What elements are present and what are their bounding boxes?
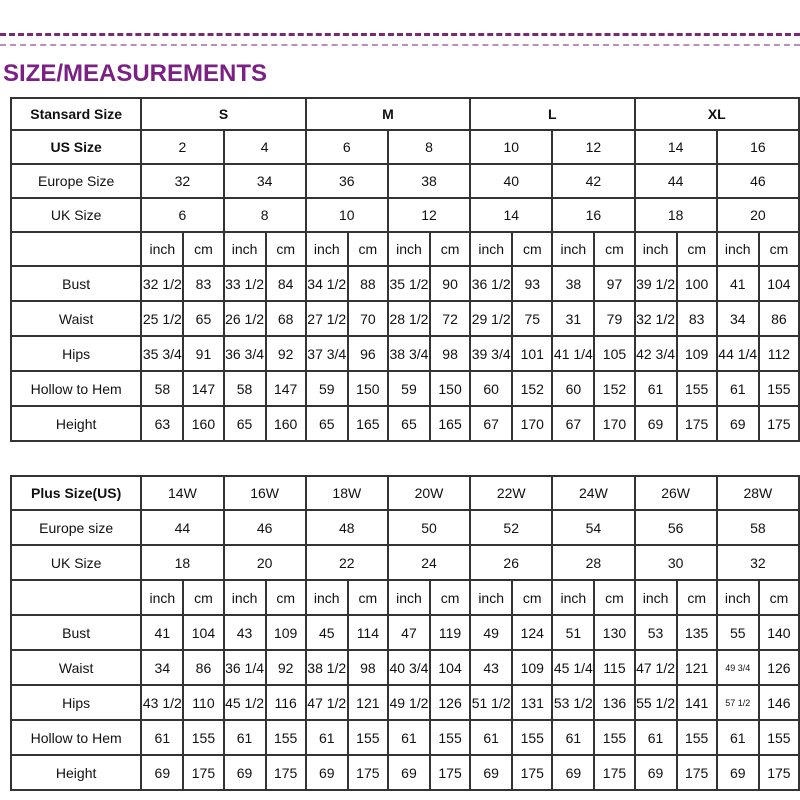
measurement-value: 39 1/2: [635, 266, 677, 301]
measurement-value: 68: [266, 301, 306, 336]
plus-size-header: 16W: [224, 476, 306, 510]
measurement-value: 155: [594, 720, 634, 755]
measurement-value: 59: [388, 371, 430, 406]
measurement-value: 104: [183, 615, 223, 650]
measurement-value: 147: [183, 371, 223, 406]
size-value: 52: [470, 510, 552, 545]
measurement-value: 115: [594, 650, 634, 685]
size-value: 20: [717, 198, 799, 232]
size-value: 22: [306, 545, 388, 580]
measurement-value: 69: [470, 755, 512, 790]
unit-cm: cm: [266, 580, 306, 615]
measurement-value: 61: [717, 720, 759, 755]
measurement-value: 155: [677, 720, 717, 755]
plus-size-header: 20W: [388, 476, 470, 510]
size-value: 24: [388, 545, 470, 580]
table-row: [11, 580, 799, 615]
standard-size-table: [10, 97, 800, 442]
measurement-value: 45: [306, 615, 348, 650]
measurement-value: 92: [266, 650, 306, 685]
measurement-value: 84: [266, 266, 306, 301]
measurement-value: 83: [183, 266, 223, 301]
measurement-value: 59: [306, 371, 348, 406]
measurement-value: 49 1/2: [388, 685, 430, 720]
measurement-label: Hips: [11, 685, 141, 720]
dashed-divider-bottom: [0, 44, 800, 46]
size-value: 16: [717, 130, 799, 164]
size-value: 42: [552, 164, 634, 198]
unit-cm: cm: [594, 580, 634, 615]
measurement-value: 45 1/4: [552, 650, 594, 685]
measurement-value: 67: [470, 406, 512, 441]
measurement-value: 67: [552, 406, 594, 441]
unit-cm: cm: [594, 232, 634, 266]
plus-size-table: [10, 475, 800, 791]
size-group-header: M: [306, 98, 470, 130]
unit-cm: cm: [759, 232, 799, 266]
measurement-value: 38: [552, 266, 594, 301]
measurement-value: 43: [470, 650, 512, 685]
measurement-value: 38 1/2: [306, 650, 348, 685]
measurement-value: 69: [635, 755, 677, 790]
measurement-value: 49 3/4: [717, 650, 759, 685]
plus-size-header: 14W: [141, 476, 223, 510]
measurement-value: 58: [141, 371, 183, 406]
uk-size-label: UK Size: [11, 198, 141, 232]
measurement-label: Height: [11, 755, 141, 790]
measurement-value: 69: [141, 755, 183, 790]
plus-size-header: 18W: [306, 476, 388, 510]
measurement-value: 155: [348, 720, 388, 755]
measurement-value: 152: [594, 371, 634, 406]
measurement-value: 65: [183, 301, 223, 336]
table-row: [11, 301, 799, 336]
measurement-value: 119: [430, 615, 470, 650]
size-value: 12: [388, 198, 470, 232]
table-row: [11, 755, 799, 790]
measurement-value: 101: [512, 336, 552, 371]
measurement-value: 98: [430, 336, 470, 371]
measurement-value: 146: [759, 685, 799, 720]
size-value: 2: [141, 130, 223, 164]
measurement-value: 155: [759, 371, 799, 406]
table-row: [11, 545, 799, 580]
measurement-value: 36 1/2: [470, 266, 512, 301]
measurement-value: 31: [552, 301, 594, 336]
unit-inch: inch: [224, 580, 266, 615]
measurement-value: 27 1/2: [306, 301, 348, 336]
measurement-value: 41 1/4: [552, 336, 594, 371]
measurement-value: 69: [306, 755, 348, 790]
header-label-standard-size: Stansard Size: [11, 98, 141, 130]
size-value: 36: [306, 164, 388, 198]
measurement-value: 61: [552, 720, 594, 755]
unit-inch: inch: [470, 232, 512, 266]
size-value: 10: [470, 130, 552, 164]
measurement-value: 72: [430, 301, 470, 336]
measurement-value: 65: [388, 406, 430, 441]
measurement-value: 61: [388, 720, 430, 755]
measurement-value: 65: [306, 406, 348, 441]
table-row: [11, 615, 799, 650]
measurement-value: 140: [759, 615, 799, 650]
measurement-value: 25 1/2: [141, 301, 183, 336]
measurement-label: Hollow to Hem: [11, 371, 141, 406]
unit-cm: cm: [759, 580, 799, 615]
measurement-value: 104: [430, 650, 470, 685]
size-value: 28: [552, 545, 634, 580]
measurement-value: 105: [594, 336, 634, 371]
measurement-value: 83: [677, 301, 717, 336]
measurement-value: 98: [348, 650, 388, 685]
measurement-value: 97: [594, 266, 634, 301]
measurement-value: 61: [635, 720, 677, 755]
size-value: 46: [717, 164, 799, 198]
measurement-value: 130: [594, 615, 634, 650]
table-row: [11, 510, 799, 545]
measurement-value: 100: [677, 266, 717, 301]
table-row: [11, 476, 799, 510]
unit-inch: inch: [306, 232, 348, 266]
unit-cm: cm: [512, 580, 552, 615]
measurement-value: 160: [266, 406, 306, 441]
measurement-value: 147: [266, 371, 306, 406]
measurement-value: 38 3/4: [388, 336, 430, 371]
measurement-value: 43 1/2: [141, 685, 183, 720]
measurement-value: 55 1/2: [635, 685, 677, 720]
measurement-value: 53 1/2: [552, 685, 594, 720]
table-row: [11, 336, 799, 371]
measurement-value: 33 1/2: [224, 266, 266, 301]
unit-cm: cm: [430, 232, 470, 266]
measurement-value: 155: [677, 371, 717, 406]
unit-cm: cm: [183, 580, 223, 615]
measurement-value: 152: [512, 371, 552, 406]
measurement-value: 43: [224, 615, 266, 650]
size-value: 20: [224, 545, 306, 580]
measurement-value: 32 1/2: [635, 301, 677, 336]
unit-inch: inch: [224, 232, 266, 266]
size-value: 8: [388, 130, 470, 164]
size-value: 26: [470, 545, 552, 580]
table-row: [11, 232, 799, 266]
measurement-value: 104: [759, 266, 799, 301]
measurement-value: 114: [348, 615, 388, 650]
measurement-value: 69: [717, 755, 759, 790]
measurement-value: 124: [512, 615, 552, 650]
dashed-divider-top: [0, 33, 800, 36]
size-value: 54: [552, 510, 634, 545]
measurement-value: 51: [552, 615, 594, 650]
measurement-value: 69: [388, 755, 430, 790]
table-row: [11, 371, 799, 406]
size-value: 16: [552, 198, 634, 232]
size-group-header: S: [141, 98, 305, 130]
measurement-value: 47 1/2: [635, 650, 677, 685]
measurement-value: 61: [306, 720, 348, 755]
measurement-value: 63: [141, 406, 183, 441]
table-row: [11, 720, 799, 755]
uk-size-label: UK Size: [11, 545, 141, 580]
measurement-value: 86: [183, 650, 223, 685]
measurement-value: 155: [183, 720, 223, 755]
measurement-value: 150: [348, 371, 388, 406]
measurement-value: 175: [759, 755, 799, 790]
size-value: 6: [141, 198, 223, 232]
measurement-value: 79: [594, 301, 634, 336]
measurement-value: 34: [717, 301, 759, 336]
measurement-value: 61: [717, 371, 759, 406]
measurement-value: 42 3/4: [635, 336, 677, 371]
unit-cm: cm: [183, 232, 223, 266]
measurement-value: 175: [594, 755, 634, 790]
measurement-value: 155: [759, 720, 799, 755]
size-value: 58: [717, 510, 799, 545]
measurement-value: 35 1/2: [388, 266, 430, 301]
plus-size-header: 26W: [635, 476, 717, 510]
measurement-value: 170: [512, 406, 552, 441]
measurement-value: 69: [552, 755, 594, 790]
size-value: 18: [141, 545, 223, 580]
measurement-value: 61: [635, 371, 677, 406]
measurement-value: 175: [677, 406, 717, 441]
measurement-value: 47 1/2: [306, 685, 348, 720]
measurement-value: 91: [183, 336, 223, 371]
measurement-value: 126: [430, 685, 470, 720]
measurement-label: Waist: [11, 301, 141, 336]
measurement-value: 36 3/4: [224, 336, 266, 371]
measurement-value: 69: [224, 755, 266, 790]
header-label-plus-size: Plus Size(US): [11, 476, 141, 510]
size-value: 4: [224, 130, 306, 164]
size-value: 18: [635, 198, 717, 232]
measurement-value: 126: [759, 650, 799, 685]
measurement-value: 131: [512, 685, 552, 720]
size-value: 34: [224, 164, 306, 198]
table-row: [11, 685, 799, 720]
measurement-value: 60: [470, 371, 512, 406]
measurement-value: 86: [759, 301, 799, 336]
measurement-value: 60: [552, 371, 594, 406]
unit-cm: cm: [348, 580, 388, 615]
measurement-value: 75: [512, 301, 552, 336]
unit-inch: inch: [717, 232, 759, 266]
measurement-value: 69: [717, 406, 759, 441]
unit-inch: inch: [552, 232, 594, 266]
empty-cell: [11, 580, 141, 615]
measurement-value: 41: [717, 266, 759, 301]
unit-inch: inch: [470, 580, 512, 615]
measurement-value: 155: [266, 720, 306, 755]
measurement-value: 175: [183, 755, 223, 790]
measurement-value: 160: [183, 406, 223, 441]
measurement-value: 175: [430, 755, 470, 790]
measurement-value: 61: [141, 720, 183, 755]
measurement-value: 35 3/4: [141, 336, 183, 371]
measurement-value: 109: [266, 615, 306, 650]
measurement-value: 112: [759, 336, 799, 371]
table-row: [11, 164, 799, 198]
empty-cell: [11, 232, 141, 266]
size-value: 46: [224, 510, 306, 545]
measurement-value: 55: [717, 615, 759, 650]
size-value: 32: [717, 545, 799, 580]
measurement-value: 121: [677, 650, 717, 685]
measurement-value: 32 1/2: [141, 266, 183, 301]
page-title: SIZE/MEASUREMENTS: [3, 60, 268, 87]
size-value: 10: [306, 198, 388, 232]
size-value: 14: [470, 198, 552, 232]
measurement-value: 165: [430, 406, 470, 441]
unit-inch: inch: [635, 580, 677, 615]
measurement-value: 175: [266, 755, 306, 790]
unit-cm: cm: [266, 232, 306, 266]
plus-size-header: 22W: [470, 476, 552, 510]
measurement-value: 44 1/4: [717, 336, 759, 371]
europe-size-label: Europe size: [11, 510, 141, 545]
table-row: [11, 198, 799, 232]
measurement-value: 175: [512, 755, 552, 790]
size-value: 8: [224, 198, 306, 232]
measurement-value: 29 1/2: [470, 301, 512, 336]
measurement-label: Waist: [11, 650, 141, 685]
measurement-value: 61: [470, 720, 512, 755]
measurement-value: 58: [224, 371, 266, 406]
table-row: [11, 98, 799, 130]
size-value: 12: [552, 130, 634, 164]
measurement-value: 175: [759, 406, 799, 441]
measurement-value: 90: [430, 266, 470, 301]
measurement-value: 69: [635, 406, 677, 441]
unit-inch: inch: [141, 580, 183, 615]
table-row: [11, 650, 799, 685]
table-row: [11, 266, 799, 301]
size-value: 40: [470, 164, 552, 198]
europe-size-label: Europe Size: [11, 164, 141, 198]
measurement-value: 53: [635, 615, 677, 650]
measurement-value: 37 3/4: [306, 336, 348, 371]
measurement-value: 109: [677, 336, 717, 371]
measurement-label: Height: [11, 406, 141, 441]
size-group-header: L: [470, 98, 634, 130]
measurement-value: 51 1/2: [470, 685, 512, 720]
measurement-value: 88: [348, 266, 388, 301]
measurement-value: 135: [677, 615, 717, 650]
measurement-value: 150: [430, 371, 470, 406]
measurement-value: 45 1/2: [224, 685, 266, 720]
measurement-value: 36 1/4: [224, 650, 266, 685]
measurement-value: 165: [348, 406, 388, 441]
measurement-value: 170: [594, 406, 634, 441]
measurement-value: 26 1/2: [224, 301, 266, 336]
measurement-value: 116: [266, 685, 306, 720]
measurement-value: 61: [224, 720, 266, 755]
unit-inch: inch: [717, 580, 759, 615]
measurement-value: 96: [348, 336, 388, 371]
measurement-value: 155: [512, 720, 552, 755]
size-value: 48: [306, 510, 388, 545]
measurement-value: 110: [183, 685, 223, 720]
plus-size-header: 28W: [717, 476, 799, 510]
unit-inch: inch: [635, 232, 677, 266]
measurement-value: 93: [512, 266, 552, 301]
measurement-value: 70: [348, 301, 388, 336]
measurement-value: 175: [677, 755, 717, 790]
us-size-label: US Size: [11, 130, 141, 164]
unit-cm: cm: [512, 232, 552, 266]
table-row: [11, 406, 799, 441]
measurement-value: 47: [388, 615, 430, 650]
measurement-label: Hips: [11, 336, 141, 371]
unit-cm: cm: [430, 580, 470, 615]
size-value: 38: [388, 164, 470, 198]
measurement-value: 155: [430, 720, 470, 755]
measurement-value: 41: [141, 615, 183, 650]
size-value: 56: [635, 510, 717, 545]
measurement-value: 65: [224, 406, 266, 441]
measurement-value: 136: [594, 685, 634, 720]
size-value: 50: [388, 510, 470, 545]
measurement-value: 28 1/2: [388, 301, 430, 336]
measurement-value: 39 3/4: [470, 336, 512, 371]
measurement-label: Bust: [11, 615, 141, 650]
measurement-value: 175: [348, 755, 388, 790]
unit-cm: cm: [348, 232, 388, 266]
size-value: 44: [635, 164, 717, 198]
measurement-value: 109: [512, 650, 552, 685]
unit-inch: inch: [388, 580, 430, 615]
measurement-label: Hollow to Hem: [11, 720, 141, 755]
measurement-value: 40 3/4: [388, 650, 430, 685]
size-value: 14: [635, 130, 717, 164]
table-row: [11, 130, 799, 164]
measurement-value: 121: [348, 685, 388, 720]
size-value: 6: [306, 130, 388, 164]
measurement-value: 49: [470, 615, 512, 650]
unit-inch: inch: [306, 580, 348, 615]
unit-inch: inch: [388, 232, 430, 266]
size-value: 32: [141, 164, 223, 198]
unit-inch: inch: [552, 580, 594, 615]
measurement-value: 57 1/2: [717, 685, 759, 720]
unit-cm: cm: [677, 580, 717, 615]
measurement-label: Bust: [11, 266, 141, 301]
plus-size-header: 24W: [552, 476, 634, 510]
measurement-value: 34: [141, 650, 183, 685]
size-value: 30: [635, 545, 717, 580]
unit-inch: inch: [141, 232, 183, 266]
unit-cm: cm: [677, 232, 717, 266]
size-group-header: XL: [635, 98, 799, 130]
measurement-value: 92: [266, 336, 306, 371]
size-value: 44: [141, 510, 223, 545]
measurement-value: 141: [677, 685, 717, 720]
measurement-value: 34 1/2: [306, 266, 348, 301]
